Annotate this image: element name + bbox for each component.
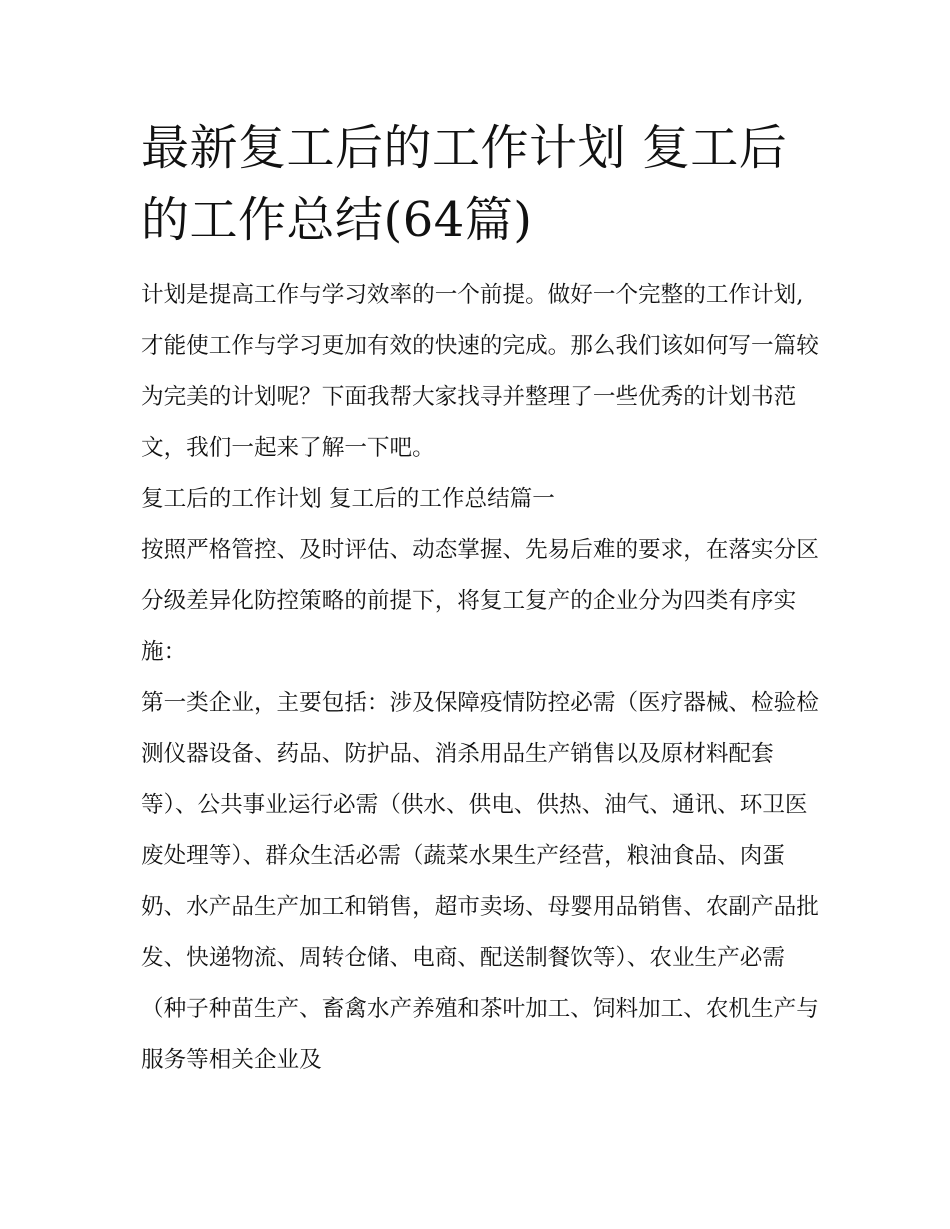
intro-paragraph: 计划是提高工作与学习效率的一个前提。做好一个完整的工作计划,才能使工作与学习更加有效的快速的完成。那么我们该如何写一篇较为完美的计划呢？下面我帮大家找寻并整理了一些优秀的计划书范文，我们一起来了解一下吧。 — [141, 282, 819, 461]
section-heading: 复工后的工作计划 复工后的工作总结篇一 — [141, 486, 555, 512]
body-paragraph: 第一类企业，主要包括：涉及保障疫情防控必需（医疗器械、检验检测仪器设备、药品、防护品、消杀用品生产销售以及原材料配套等）、公共事业运行必需（供水、供电、供热、油气、通讯、环卫医废处理等）、群众生活必需（蔬菜水果生产经营，粮油食品、肉蛋奶、水产品生产加工和销售，超市卖场、母婴用品销售、农副产品批发、快递物流、周转仓储、电商、配送制餐饮等）、农业生产必需（种子种苗生产、畜禽水产养殖和茶叶加工、饲料加工、农机生产与服务等相关企业及 — [141, 690, 819, 1073]
body-paragraph: 按照严格管控、及时评估、动态掌握、先易后难的要求，在落实分区分级差异化防控策略的前提下，将复工复产的企业分为四类有序实施： — [141, 537, 819, 665]
document-title: 最新复工后的工作计划 复工后的工作总结(64篇) — [141, 120, 788, 248]
document-page — [141, 112, 821, 1086]
document-body — [141, 270, 821, 1086]
